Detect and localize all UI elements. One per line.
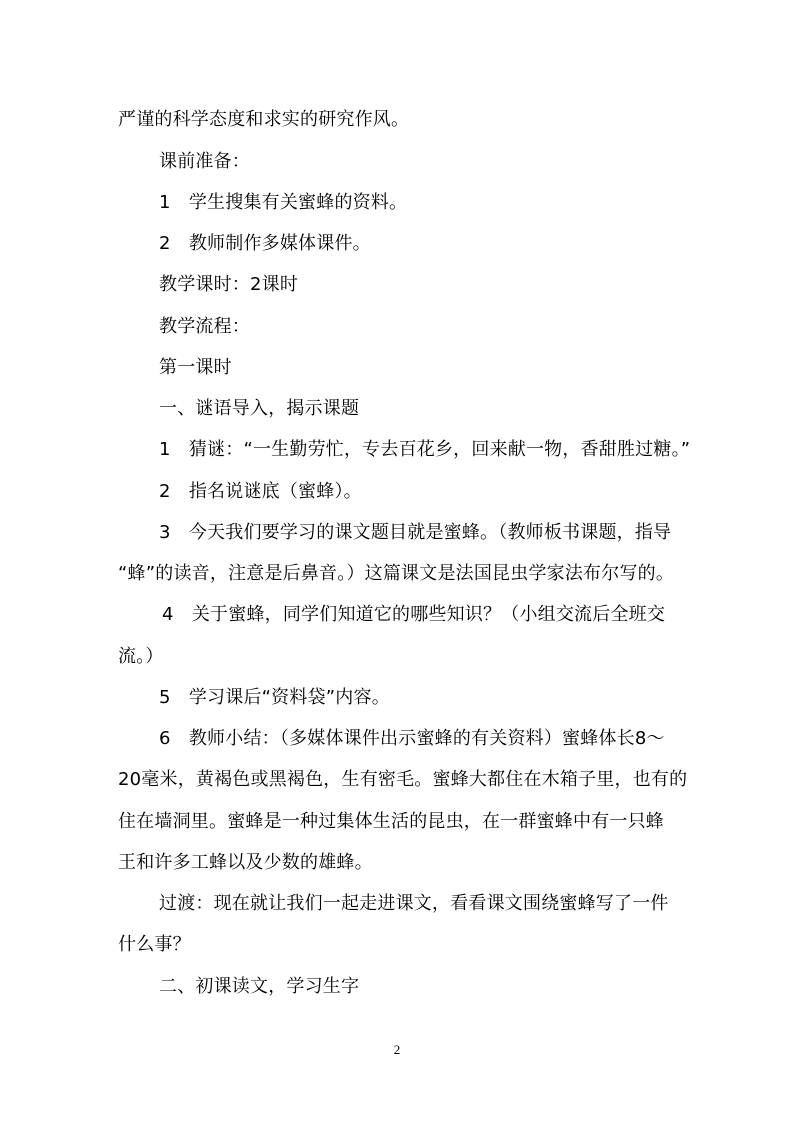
paragraph-line: 教学课时：2课时: [159, 274, 299, 295]
paragraph-line: 什么事？: [118, 934, 191, 955]
list-item: 3 今天我们要学习的课文题目就是蜜蜂。（教师板书课题，指导: [159, 522, 672, 543]
section-heading: 二、初课读文，学习生字: [159, 976, 360, 997]
paragraph-line: 住在墙洞里。蜜蜂是一种过集体生活的昆虫，在一群蜜蜂中有一只蜂: [118, 811, 664, 832]
paragraph-line: 流。）: [118, 646, 164, 667]
paragraph-line: 教学流程：: [159, 316, 250, 337]
list-item: 6 教师小结：（多媒体课件出示蜜蜂的有关资料）蜜蜂体长8～: [159, 728, 665, 749]
section-heading: 一、谜语导入，揭示课题: [159, 398, 360, 419]
list-item: 1 猜谜：“一生勤劳忙，专去百花乡，回来献一物，香甜胜过糖。”: [159, 439, 691, 460]
paragraph-line: 王和许多工蜂以及少数的雄蜂。: [118, 852, 373, 873]
list-item: 4 关于蜜蜂，同学们知道它的哪些知识？（小组交流后全班交: [162, 604, 666, 625]
section-heading: 第一课时: [159, 357, 232, 378]
paragraph-line: 20毫米，黄褐色或黑褐色，生有密毛。蜜蜂大都住在木箱子里，也有的: [118, 769, 688, 790]
paragraph-line: 课前准备：: [159, 151, 250, 172]
paragraph-line: “蜂”的读音，注意是后鼻音。）这篇课文是法国昆虫学家法布尔写的。: [118, 563, 675, 584]
list-item: 2 教师制作多媒体课件。: [159, 233, 371, 254]
list-item: 5 学习课后“资料袋”内容。: [159, 687, 390, 708]
list-item: 2 指名说谜底（蜜蜂）。: [159, 481, 362, 502]
page-number: 2: [393, 1042, 401, 1057]
list-item: 1 学生搜集有关蜜蜂的资料。: [159, 192, 408, 213]
paragraph-line: 严谨的科学态度和求实的研究作风。: [118, 109, 410, 130]
paragraph-line: 过渡：现在就让我们一起走进课文，看看课文围绕蜜蜂写了一件: [159, 893, 669, 914]
